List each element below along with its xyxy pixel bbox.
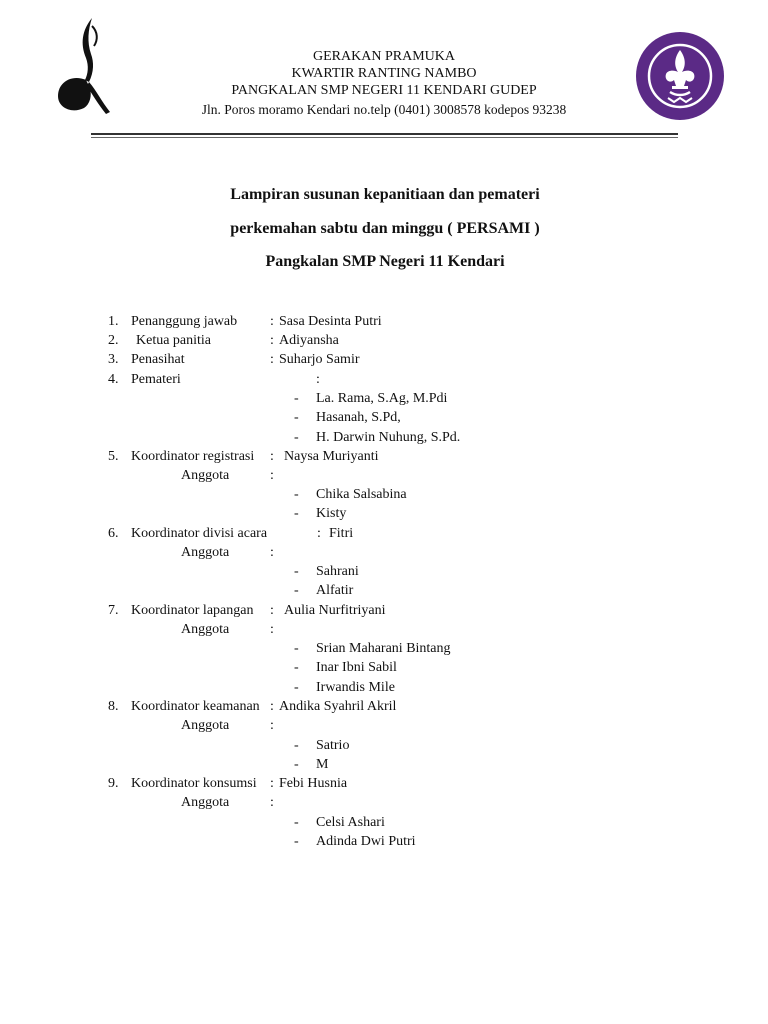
document-title-line2: perkemahan sabtu dan minggu ( PERSAMI )	[230, 220, 540, 237]
role-label: Koordinator lapangan	[131, 603, 254, 618]
member-row	[0, 832, 768, 851]
list-item	[0, 350, 768, 369]
dash: -	[294, 564, 299, 579]
member-name: Kisty	[316, 506, 347, 521]
dash: -	[294, 834, 299, 849]
sub-label-row	[0, 543, 768, 562]
dash: -	[294, 391, 299, 406]
colon: :	[270, 718, 274, 733]
list-item	[0, 524, 768, 543]
dash: -	[294, 506, 299, 521]
member-row	[0, 504, 768, 523]
member-row	[0, 562, 768, 581]
item-number: 7.	[108, 603, 119, 618]
member-row	[0, 813, 768, 832]
dash: -	[294, 487, 299, 502]
colon: :	[270, 333, 274, 348]
role-label: Penanggung jawab	[131, 314, 238, 329]
anggota-label: Anggota	[181, 795, 230, 810]
colon: :	[317, 526, 321, 541]
role-label: Ketua panitia	[136, 333, 212, 348]
dash: -	[294, 641, 299, 656]
role-value: Adiyansha	[279, 333, 339, 348]
colon: :	[270, 314, 274, 329]
item-number: 3.	[108, 352, 119, 367]
dash: -	[294, 815, 299, 830]
role-label: Koordinator konsumsi	[131, 776, 257, 791]
list-item	[0, 697, 768, 716]
sub-label-row	[0, 466, 768, 485]
role-label: Pemateri	[131, 372, 181, 387]
colon: :	[270, 468, 274, 483]
colon: :	[270, 545, 274, 560]
member-name: Irwandis Mile	[316, 680, 395, 695]
colon: :	[270, 795, 274, 810]
item-number: 6.	[108, 526, 119, 541]
member-row	[0, 581, 768, 600]
member-name: Srian Maharani Bintang	[316, 641, 451, 656]
list-item	[0, 331, 768, 350]
member-row	[0, 485, 768, 504]
role-value: Sasa Desinta Putri	[279, 314, 382, 329]
dash: -	[294, 660, 299, 675]
member-name: Sahrani	[316, 564, 359, 579]
colon: :	[270, 603, 274, 618]
item-number: 9.	[108, 776, 119, 791]
role-value: Naysa Muriyanti	[284, 449, 379, 464]
dash: -	[294, 738, 299, 753]
header-address: Jln. Poros moramo Kendari no.telp (0401) 3008578 kodepos 93238	[201, 102, 567, 117]
document-title-line3: Pangkalan SMP Negeri 11 Kendari	[265, 253, 505, 270]
member-name: La. Rama, S.Ag, M.Pdi	[316, 391, 448, 406]
member-row	[0, 755, 768, 774]
list-item	[0, 312, 768, 331]
member-name: M	[316, 757, 329, 772]
member-row	[0, 639, 768, 658]
anggota-label: Anggota	[181, 622, 230, 637]
item-number: 1.	[108, 314, 119, 329]
colon: :	[270, 622, 274, 637]
member-row	[0, 408, 768, 427]
member-row	[0, 428, 768, 447]
dash: -	[294, 430, 299, 445]
colon: :	[270, 449, 274, 464]
header-org-name: GERAKAN PRAMUKA	[313, 49, 455, 64]
dash: -	[294, 757, 299, 772]
role-value: Andika Syahril Akril	[279, 699, 397, 714]
item-number: 5.	[108, 449, 119, 464]
dash: -	[294, 680, 299, 695]
member-row	[0, 658, 768, 677]
role-value: Fitri	[329, 526, 354, 541]
dash: -	[294, 583, 299, 598]
anggota-label: Anggota	[181, 545, 230, 560]
member-name: Satrio	[316, 738, 350, 753]
list-item	[0, 601, 768, 620]
anggota-label: Anggota	[181, 468, 230, 483]
member-name: Alfatir	[316, 583, 354, 598]
header-pangkalan: PANGKALAN SMP NEGERI 11 KENDARI GUDEP	[231, 83, 537, 98]
colon: :	[316, 372, 320, 387]
role-value: Aulia Nurfitriyani	[284, 603, 386, 618]
member-row	[0, 736, 768, 755]
member-name: Adinda Dwi Putri	[316, 834, 416, 849]
role-value: Febi Husnia	[279, 776, 348, 791]
colon: :	[270, 699, 274, 714]
sub-label-row	[0, 793, 768, 812]
sub-label-row	[0, 716, 768, 735]
header-kwartir: KWARTIR RANTING NAMBO	[291, 66, 477, 81]
item-number: 4.	[108, 372, 119, 387]
member-name: Chika Salsabina	[316, 487, 407, 502]
anggota-label: Anggota	[181, 718, 230, 733]
list-item	[0, 447, 768, 466]
dash: -	[294, 410, 299, 425]
member-name: Hasanah, S.Pd,	[316, 410, 401, 425]
colon: :	[270, 776, 274, 791]
role-label: Koordinator registrasi	[131, 449, 255, 464]
role-value: Suharjo Samir	[279, 352, 360, 367]
member-name: Inar Ibni Sabil	[316, 660, 397, 675]
role-label: Koordinator divisi acara	[131, 526, 268, 541]
member-row	[0, 678, 768, 697]
item-number: 2.	[108, 333, 119, 348]
sub-label-row	[0, 620, 768, 639]
colon: :	[270, 352, 274, 367]
role-label: Koordinator keamanan	[131, 699, 260, 714]
member-name: Celsi Ashari	[316, 815, 385, 830]
document-title-line1: Lampiran susunan kepanitiaan dan pemateri	[230, 186, 540, 203]
role-label: Penasihat	[131, 352, 185, 367]
list-item	[0, 774, 768, 793]
member-name: H. Darwin Nuhung, S.Pd.	[316, 430, 461, 445]
item-number: 8.	[108, 699, 119, 714]
list-item	[0, 370, 768, 389]
member-row	[0, 389, 768, 408]
